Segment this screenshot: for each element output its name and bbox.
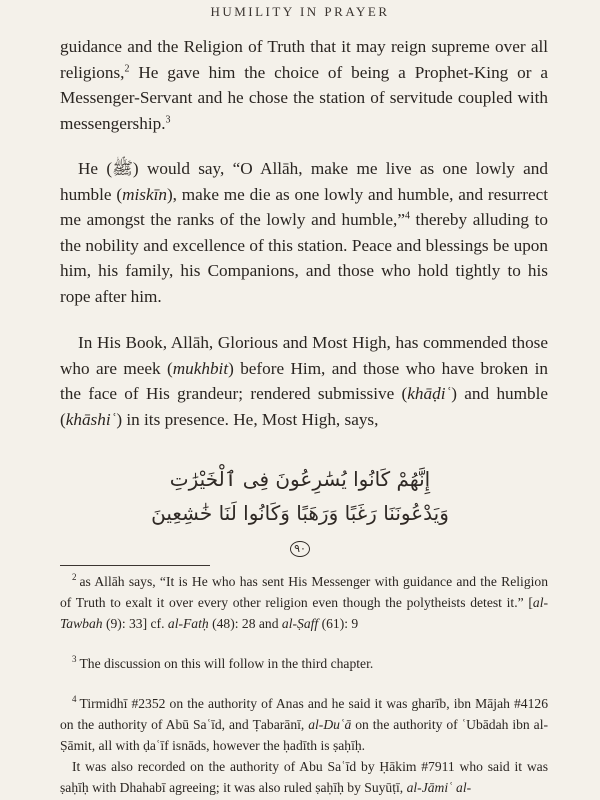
paragraph-3-text-b: ) before Him, and those who have broken in the face of His grandeur; rendered submissive (: [60, 358, 548, 404]
footnote-2-text-a: as Allāh says, “It is He who has sent His Messenger with guidance and the Religion of Truth to exalt it over every other religion even though the polytheists detest it.” [: [60, 574, 548, 610]
honorific-glyph: ﷺ: [112, 159, 133, 178]
paragraph-2: He (ﷺ) would say, “O Allāh, make me live as one lowly and humble (miskīn), make me die as one lowly and humble, and resurrect me amongst the ranks of the lowly and humble,”$^4$ thereby alluding to the nobility and excellence of this station. Peace and blessings be upon him, his family, his Companions, and those who hold tightly to his rope after him.: [60, 159, 548, 306]
paragraph-2-text-b: would say, “O Allāh, make me live as one lowly and humble (: [60, 159, 548, 204]
ayah-number-marker: ٩٠: [290, 541, 310, 557]
verse-line-2-text: وَيَدْعُونَنَا رَغَبًا وَرَهَبًا وَكَانُوا لَنَا خَٰشِعِينَ: [151, 501, 449, 525]
paragraph-1-text-a: guidance and the Religion of Truth that it may reign supreme over all religions,: [60, 37, 548, 82]
paragraph-2-text-a: He: [78, 159, 107, 178]
footnote-2-number: 2: [72, 572, 77, 583]
paragraph-3-text-d: ) in its presence. He, Most High, says,: [116, 409, 379, 429]
paragraph-3-text-a: In His Book, Allāh, Glorious and Most High, has commended those who are meek (: [60, 333, 548, 378]
paragraph-1-text-b: He gave him the choice of being a Prophet-King or a Messenger-Servant and he chose the station of servitude coupled with messengership.: [60, 62, 548, 133]
paragraph-1: [60, 34, 548, 136]
footnote-ref-2: 2: [124, 62, 130, 74]
quran-verse: [150, 462, 450, 564]
footnote-4-text-b: on the authority of ʿUbādah ibn al-Ṣāmit, all with ḍaʿīf isnāds, however the ḥadīth is ṣaḥīḥ.: [60, 717, 548, 753]
footnote-2-source-tawbah: al-Tawbah: [60, 595, 548, 631]
footnote-2-source-saff: al-Ṣaff: [281, 616, 319, 631]
footnote-4-cont-text-a: It was also recorded on the authority of Abu Saʿīd by Ḥākim #7911 who said it was ṣaḥīḥ with Dhahabī agreeing; it was also ruled ṣaḥīḥ by Suyūṭī,: [60, 759, 548, 795]
footnote-2-source-fath: al-Fatḥ: [167, 616, 209, 631]
paragraph-3-text-c: ) and humble (: [60, 384, 548, 429]
term-khashi: khāshiʿ: [65, 409, 117, 429]
footnote-3-text: The discussion on this will follow in the third chapter.: [79, 656, 374, 671]
footnote-3: [60, 653, 548, 674]
verse-line-1: إِنَّهُمْ كَانُوا يُسَٰرِعُونَ فِى ٱلْخَيْرَٰتِ: [169, 467, 431, 491]
footnote-ref-4: 4: [404, 210, 410, 222]
footnote-2: [60, 571, 548, 634]
term-khadi: khāḍiʿ: [407, 384, 452, 404]
footnote-4-source-dua: al-Duʿā: [308, 717, 352, 732]
footnote-4: [60, 693, 548, 756]
footnote-divider: [60, 565, 210, 566]
term-miskin: miskīn: [122, 184, 167, 204]
paragraph-2-text-c: ), make me die as one lowly and humble, and resurrect me amongst the ranks of the lowly and humble,”: [60, 184, 548, 230]
footnote-3-number: 3: [72, 654, 77, 665]
footnote-2-text-d: (61): 9: [318, 616, 359, 631]
footnote-ref-3: 3: [165, 114, 171, 126]
paragraph-2-text-d: thereby alluding to the nobility and excellence of this station. Peace and blessings be upon him, his family, his Companions, and those who hold tightly to his rope after him.: [60, 210, 548, 306]
paragraph-3: [60, 330, 548, 432]
footnote-4-cont-source-jami: al-Jāmiʿ al-: [406, 780, 472, 795]
footnote-4-number: 4: [72, 694, 77, 705]
term-mukhbit: mukhbit: [172, 358, 229, 378]
verse-line-2: [150, 496, 450, 564]
footnote-4-text-a: Tirmidhī #2352 on the authority of Anas and he said it was gharīb, ibn Mājah #4126 on the authority of Abū Saʿīd, and Ṭabarānī,: [60, 696, 548, 732]
running-head: HUMILITY IN PRAYER: [210, 4, 390, 19]
footnote-2-text-b: (9): 33] cf.: [102, 616, 168, 631]
footnote-4-continued: [60, 756, 548, 798]
footnote-2-text-c: (48): 28 and: [208, 616, 282, 631]
